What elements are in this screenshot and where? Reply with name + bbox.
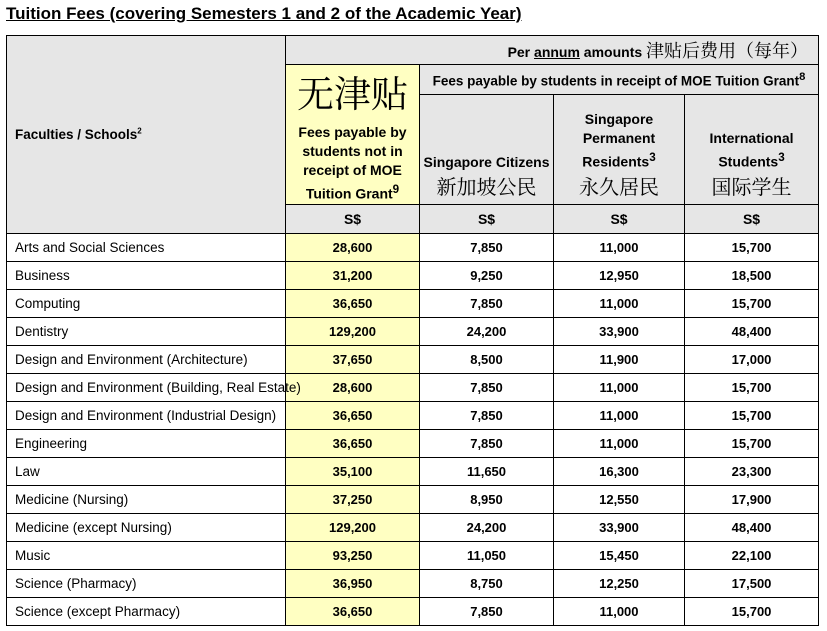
table-row (7, 345, 819, 373)
intl-label: International Students (709, 130, 794, 170)
table-row (7, 317, 819, 345)
faculty-cell: Science (except Pharmacy) (7, 597, 286, 625)
intl-fee-cell: 15,700 (685, 289, 819, 317)
pr-header (554, 94, 685, 204)
tuition-fees-table (6, 35, 819, 626)
citizen-fee-cell: 7,850 (420, 373, 554, 401)
nongrant-header (286, 65, 420, 205)
intl-fee-cell: 48,400 (685, 317, 819, 345)
table-row (7, 513, 819, 541)
intl-fee-cell: 22,100 (685, 541, 819, 569)
per-annum-underlined: annum (534, 44, 580, 60)
intl-fee-cell: 18,500 (685, 261, 819, 289)
nongrant-cjk: 无津贴 (297, 73, 408, 116)
intl-fee-cell: 23,300 (685, 457, 819, 485)
pr-footnote: 3 (649, 151, 656, 164)
page-title: Tuition Fees (covering Semesters 1 and 2 of the Academic Year) (6, 4, 522, 23)
citizen-fee-cell: 24,200 (420, 317, 554, 345)
table-row (7, 261, 819, 289)
intl-fee-cell: 17,900 (685, 485, 819, 513)
grant-footnote: 8 (799, 70, 806, 83)
citizens-header (420, 94, 554, 204)
intl-fee-cell: 15,700 (685, 401, 819, 429)
table-row (7, 401, 819, 429)
table-row (7, 597, 819, 625)
faculties-header (7, 36, 286, 234)
faculty-cell: Medicine (except Nursing) (7, 513, 286, 541)
pr-fee-cell: 12,550 (554, 485, 685, 513)
nongrant-fee-cell: 36,650 (286, 289, 420, 317)
intl-fee-cell: 15,700 (685, 597, 819, 625)
intl-cjk: 国际学生 (711, 174, 792, 199)
faculty-cell: Law (7, 457, 286, 485)
intl-fee-cell: 15,700 (685, 373, 819, 401)
faculty-cell: Engineering (7, 429, 286, 457)
nongrant-fee-cell: 36,650 (286, 597, 420, 625)
nongrant-label: Fees payable by students not in receipt of MOE Tuition Grant (298, 124, 407, 202)
citizens-label: Singapore Citizens (423, 153, 550, 170)
intl-header (685, 94, 819, 204)
grant-header (420, 65, 819, 95)
nongrant-fee-cell: 28,600 (286, 233, 420, 261)
table-row (7, 429, 819, 457)
table-row (7, 541, 819, 569)
citizens-cjk: 新加坡公民 (436, 174, 537, 199)
citizen-fee-cell: 11,650 (420, 457, 554, 485)
citizen-fee-cell: 7,850 (420, 401, 554, 429)
table-row (7, 485, 819, 513)
intl-fee-cell: 15,700 (685, 233, 819, 261)
intl-fee-cell: 17,500 (685, 569, 819, 597)
faculty-cell: Design and Environment (Industrial Design) (7, 401, 286, 429)
pr-fee-cell: 11,000 (554, 401, 685, 429)
per-annum-cjk: 津贴后费用（每年） (646, 41, 809, 62)
pr-label: Singapore Permanent Residents (582, 111, 656, 170)
intl-footnote: 3 (778, 151, 785, 164)
nongrant-fee-cell: 37,650 (286, 345, 420, 373)
faculty-cell: Design and Environment (Building, Real Estate) (7, 373, 286, 401)
faculty-cell: Business (7, 261, 286, 289)
citizen-fee-cell: 9,250 (420, 261, 554, 289)
nongrant-fee-cell: 37,250 (286, 485, 420, 513)
grant-label: Fees payable by students in receipt of MOE Tuition Grant (432, 73, 800, 89)
citizen-fee-cell: 7,850 (420, 289, 554, 317)
citizen-fee-cell: 7,850 (420, 233, 554, 261)
pr-fee-cell: 11,000 (554, 289, 685, 317)
faculty-cell: Computing (7, 289, 286, 317)
nongrant-footnote: 9 (392, 183, 400, 196)
currency-nongrant: S$ (286, 204, 420, 233)
pr-fee-cell: 15,450 (554, 541, 685, 569)
nongrant-fee-cell: 31,200 (286, 261, 420, 289)
faculty-cell: Science (Pharmacy) (7, 569, 286, 597)
per-annum-prefix: Per (507, 44, 535, 60)
per-annum-header (286, 36, 819, 65)
faculties-footnote: 2 (137, 126, 142, 136)
currency-citizens: S$ (420, 204, 554, 233)
intl-fee-cell: 48,400 (685, 513, 819, 541)
faculty-cell: Music (7, 541, 286, 569)
nongrant-fee-cell: 36,950 (286, 569, 420, 597)
pr-fee-cell: 11,000 (554, 429, 685, 457)
pr-cjk: 永久居民 (579, 174, 659, 199)
nongrant-fee-cell: 36,650 (286, 429, 420, 457)
pr-fee-cell: 11,000 (554, 233, 685, 261)
per-annum-suffix: amounts (579, 44, 643, 60)
pr-fee-cell: 11,900 (554, 345, 685, 373)
citizen-fee-cell: 24,200 (420, 513, 554, 541)
citizen-fee-cell: 7,850 (420, 429, 554, 457)
intl-fee-cell: 15,700 (685, 429, 819, 457)
pr-fee-cell: 11,000 (554, 373, 685, 401)
faculty-cell: Design and Environment (Architecture) (7, 345, 286, 373)
table-row (7, 289, 819, 317)
pr-fee-cell: 12,250 (554, 569, 685, 597)
citizen-fee-cell: 8,500 (420, 345, 554, 373)
table-row (7, 233, 819, 261)
nongrant-fee-cell: 129,200 (286, 317, 420, 345)
citizen-fee-cell: 8,750 (420, 569, 554, 597)
pr-fee-cell: 11,000 (554, 597, 685, 625)
faculty-cell: Dentistry (7, 317, 286, 345)
pr-fee-cell: 33,900 (554, 317, 685, 345)
citizen-fee-cell: 7,850 (420, 597, 554, 625)
faculty-cell: Arts and Social Sciences (7, 233, 286, 261)
citizen-fee-cell: 8,950 (420, 485, 554, 513)
citizen-fee-cell: 11,050 (420, 541, 554, 569)
table-row (7, 569, 819, 597)
pr-fee-cell: 12,950 (554, 261, 685, 289)
nongrant-fee-cell: 36,650 (286, 401, 420, 429)
pr-fee-cell: 33,900 (554, 513, 685, 541)
table-row (7, 457, 819, 485)
currency-intl: S$ (685, 204, 819, 233)
faculties-label: Faculties / Schools (15, 126, 138, 142)
nongrant-fee-cell: 35,100 (286, 457, 420, 485)
nongrant-fee-cell: 93,250 (286, 541, 420, 569)
nongrant-fee-cell: 129,200 (286, 513, 420, 541)
pr-fee-cell: 16,300 (554, 457, 685, 485)
nongrant-fee-cell: 28,600 (286, 373, 420, 401)
faculty-cell: Medicine (Nursing) (7, 485, 286, 513)
currency-pr: S$ (554, 204, 685, 233)
table-row (7, 373, 819, 401)
intl-fee-cell: 17,000 (685, 345, 819, 373)
